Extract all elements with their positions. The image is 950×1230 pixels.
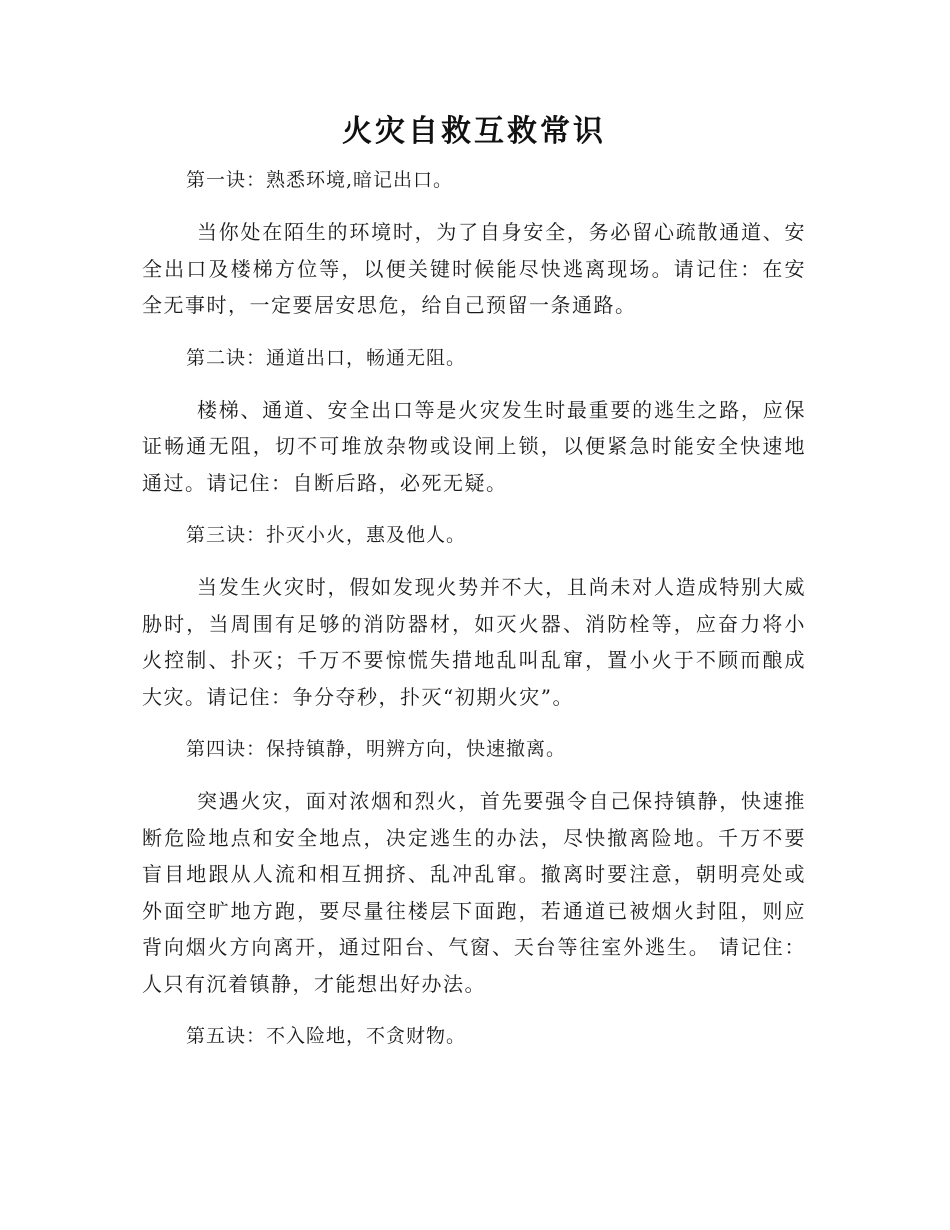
document-page xyxy=(142,110,806,1070)
section-4-body: 突遇火灾，面对浓烟和烈火，首先要强令自己保持镇静，快速推断危险地点和安全地点，决定逃生的办法，尽快撤离险地。千万不要盲目地跟从人流和相互拥挤、乱冲乱窜。撤离时要注意，朝明亮处或外面空旷地方跑，要尽量往楼层下面跑，若通道已被烟火封阻，则应背向烟火方向离开，通过阳台、气窗、天台等往室外逃生。 请记住：人只有沉着镇静，才能想出好办法。 xyxy=(142,789,806,996)
section-2-body: 楼梯、通道、安全出口等是火灾发生时最重要的逃生之路，应保证畅通无阻，切不可堆放杂物或设闸上锁，以便紧急时能安全快速地通过。请记住：自断后路，必死无疑。 xyxy=(142,397,806,495)
section-1-heading: 第一诀：熟悉环境,暗记出口。 xyxy=(186,169,454,191)
section-4-heading: 第四诀：保持镇静，明辨方向，快速撤离。 xyxy=(186,738,567,760)
section-3-body: 当发生火灾时，假如发现火势并不大，且尚未对人造成特别大威胁时，当周围有足够的消防器材，如灭火器、消防栓等，应奋力将小火控制、扑灭；千万不要惊慌失措地乱叫乱窜，置小火于不顾而酿成大灾。请记住：争分夺秒，扑灭“初期火灾”。 xyxy=(142,575,806,709)
section-5-heading: 第五诀：不入险地，不贪财物。 xyxy=(186,1025,467,1047)
section-1-body: 当你处在陌生的环境时，为了自身安全，务必留心疏散通道、安全出口及楼梯方位等，以便关键时候能尽快逃离现场。请记住：在安全无事时，一定要居安思危，给自己预留一条通路。 xyxy=(142,220,806,317)
section-3-heading: 第三诀：扑灭小火，惠及他人。 xyxy=(186,524,467,546)
section-2-heading: 第二诀：通道出口，畅通无阻。 xyxy=(186,346,467,369)
document-title: 火灾自救互救常识 xyxy=(342,114,606,149)
